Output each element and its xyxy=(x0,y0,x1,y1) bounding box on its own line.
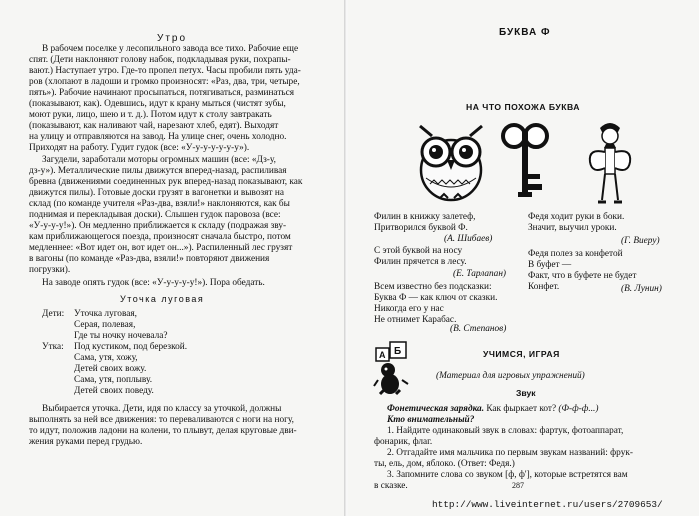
section-title: УЧИМСЯ, ИГРАЯ xyxy=(483,349,560,359)
section-subtitle: НА ЧТО ПОХОЖА БУКВА xyxy=(466,102,580,112)
paragraph-line: склад (по команде учителя «Раз-два, взяли!» наклоняются, как бы xyxy=(29,199,290,209)
paragraph-line: погрузки). xyxy=(29,265,71,275)
task-line: ты, ель, дом, яблоко. (Ответ: Федя.) xyxy=(374,459,515,469)
right-page-title: БУКВА Ф xyxy=(499,27,551,38)
paragraph-line: выполнять за ней все движения: то переваливаются с ноги на ногу, xyxy=(29,415,294,425)
key-illustration xyxy=(500,122,550,208)
paragraph-line: пять»). Рабочие начинают просыпаться, потягиваться, разминаться xyxy=(29,88,295,98)
poem-line: Филин прячется в лесу. xyxy=(374,257,467,267)
paragraph-line: то идут, положив ладони на колени, то плывут, делая круговые дви- xyxy=(29,426,297,436)
poem-line: Детей своих поведу. xyxy=(74,386,154,396)
paragraph-line: Выбирается уточка. Дети, идя по классу за уточкой, должны xyxy=(42,404,282,414)
task-line: в сказке. xyxy=(374,481,408,491)
owl-illustration xyxy=(414,120,488,202)
paragraph-line: «У-у-у-у!»). Он медленно приближается к складу (подражая зву- xyxy=(29,221,287,231)
poem-line: Детей своих вожу. xyxy=(74,364,147,374)
poem-line: Факт, что в буфете не будет xyxy=(528,271,637,281)
paragraph-line: кам приближающегося поезда, произносят сначала быстро, потом xyxy=(29,232,291,242)
poem-line: Серая, полевая, xyxy=(74,320,136,330)
poem-line: Сама, утя, поплыву. xyxy=(74,375,153,385)
boy-illustration xyxy=(582,118,638,206)
paragraph-line: бревна (движениями соединенных рук вперед-назад показывают, как xyxy=(29,177,303,187)
exercise-lead: Фонетическая зарядка. xyxy=(387,404,485,414)
paragraph-line: Загудели, заработали моторы огромных машин (все: «Дз-у, xyxy=(42,155,276,165)
poem-line: Где ты ночку ночевала? xyxy=(74,331,168,341)
left-page-title: Утро xyxy=(157,33,188,44)
task-line: 3. Запомните слова со звуком [ф, ф'], которые встретятся вам xyxy=(387,470,628,480)
poem-speaker: Утка: xyxy=(42,342,64,352)
poem-line: Сама, утя, хожу, xyxy=(74,353,138,363)
poem-line: Не отнимет Карабас. xyxy=(374,315,457,325)
poem-line: Притворился буквой Ф. xyxy=(374,223,468,233)
paragraph-line: спят. (Дети наклоняют голову набок, подкладывая руки, похрапы- xyxy=(29,55,291,65)
paragraph-line: На заводе опять гудок (все: «У-у-у-у-у!»). Пора обедать. xyxy=(42,278,265,288)
paragraph-line: поднимая и перекладывая доски). Слышен гудок паровоза (все: xyxy=(29,210,281,220)
poem-author: (Г. Виеру) xyxy=(621,236,660,246)
right-page xyxy=(348,0,699,516)
poem-author: (В. Степанов) xyxy=(450,324,507,334)
poem-line: В буфет — xyxy=(528,260,572,270)
paragraph-line: (показывают, как). Одевшись, идут к крану мыться (чистят зубы, xyxy=(29,99,286,109)
paragraph-line: Приходят на работу. Гудит гудок (все: «У-у-у-у-у-у-у»). xyxy=(29,143,250,153)
watermark-url: http://www.liveinternet.ru/users/2709653/ xyxy=(432,499,663,510)
poem-line: С этой буквой на носу xyxy=(374,246,463,256)
paragraph-line: моют руки, лицо, шею и т. д.). Потом идут к столу завтракать xyxy=(29,110,272,120)
poem-line: Значит, выучил уроки. xyxy=(528,223,617,233)
paragraph-line: (показывают, как наливают чай, нарезают хлеб, едят). Выходят xyxy=(29,121,279,131)
exercise-question: Как фыркает кот? xyxy=(484,404,559,414)
paragraph-line: движутся пилы). Готовые доски грузят в вагонетки и вывозят на xyxy=(29,188,284,198)
poem-speaker: Дети: xyxy=(42,309,65,319)
poem-line: Уточка луговая, xyxy=(74,309,137,319)
poem-author: (В. Лунин) xyxy=(621,284,662,294)
poem-line: Всем известно без подсказки: xyxy=(374,282,492,292)
poem-line: Под кустиком, под березкой. xyxy=(74,342,188,352)
task-line: фонарик, флаг. xyxy=(374,437,433,447)
paragraph-line: дз-у»). Металлические пилы движутся вперед-назад, распиливая xyxy=(29,166,287,176)
paragraph-line: ров (хлопают в ладоши и громко произносят: «Раз, два, три, четыре, xyxy=(29,77,300,87)
poem-author: (Е. Тарлапан) xyxy=(453,269,507,279)
paragraph-line: в вагоны (по команде «Раз-два, взяли!» повторяют движения xyxy=(29,254,270,264)
poem-line: Федя ходит руки в боки. xyxy=(528,212,625,222)
paragraph-line: вают.) Наступает утро. Где-то пропел петух. Часы пробили пять уда- xyxy=(29,66,301,76)
poem-line: Конфет. xyxy=(528,282,560,292)
poem-title: Уточка луговая xyxy=(120,294,205,304)
poem-line: Филин в книжку залетеф, xyxy=(374,212,476,222)
task-line: 1. Найдите одинаковый звук в словах: фартук, фотоаппарат, xyxy=(387,426,624,436)
toy-animal-with-blocks-illustration xyxy=(370,340,414,398)
block-heading: Звук xyxy=(516,388,536,398)
exercise-answer: (Ф-ф-ф...) xyxy=(558,404,599,414)
page-number: 287 xyxy=(512,481,524,490)
paragraph-line: В рабочем поселке у лесопильного завода все тихо. Рабочие еще xyxy=(42,44,299,54)
poem-line: Никогда его у нас xyxy=(374,304,444,314)
poem-line: Федя полез за конфетой xyxy=(528,249,623,259)
who-label: Кто внимательный? xyxy=(387,415,475,425)
task-line: 2. Отгадайте имя мальчика по первым звукам названий: фрук- xyxy=(387,448,633,458)
paragraph-line: жения руками перед грудью. xyxy=(29,437,143,447)
svg-text:А: А xyxy=(379,350,386,360)
poem-author: (А. Шибаев) xyxy=(444,234,493,244)
left-page xyxy=(0,0,346,516)
paragraph-line: медленнее: «Вот идет он, вот идет он...»). Распиленный лес грузят xyxy=(29,243,293,253)
section-subtitle-italic: (Материал для игровых упражнений) xyxy=(436,371,585,381)
poem-line: Буква Ф — как ключ от сказки. xyxy=(374,293,498,303)
exercise-line xyxy=(387,404,598,414)
paragraph-line: на улицу и отправляются на завод. На улице снег, очень холодно. xyxy=(29,132,287,142)
svg-text:Б: Б xyxy=(394,346,402,357)
